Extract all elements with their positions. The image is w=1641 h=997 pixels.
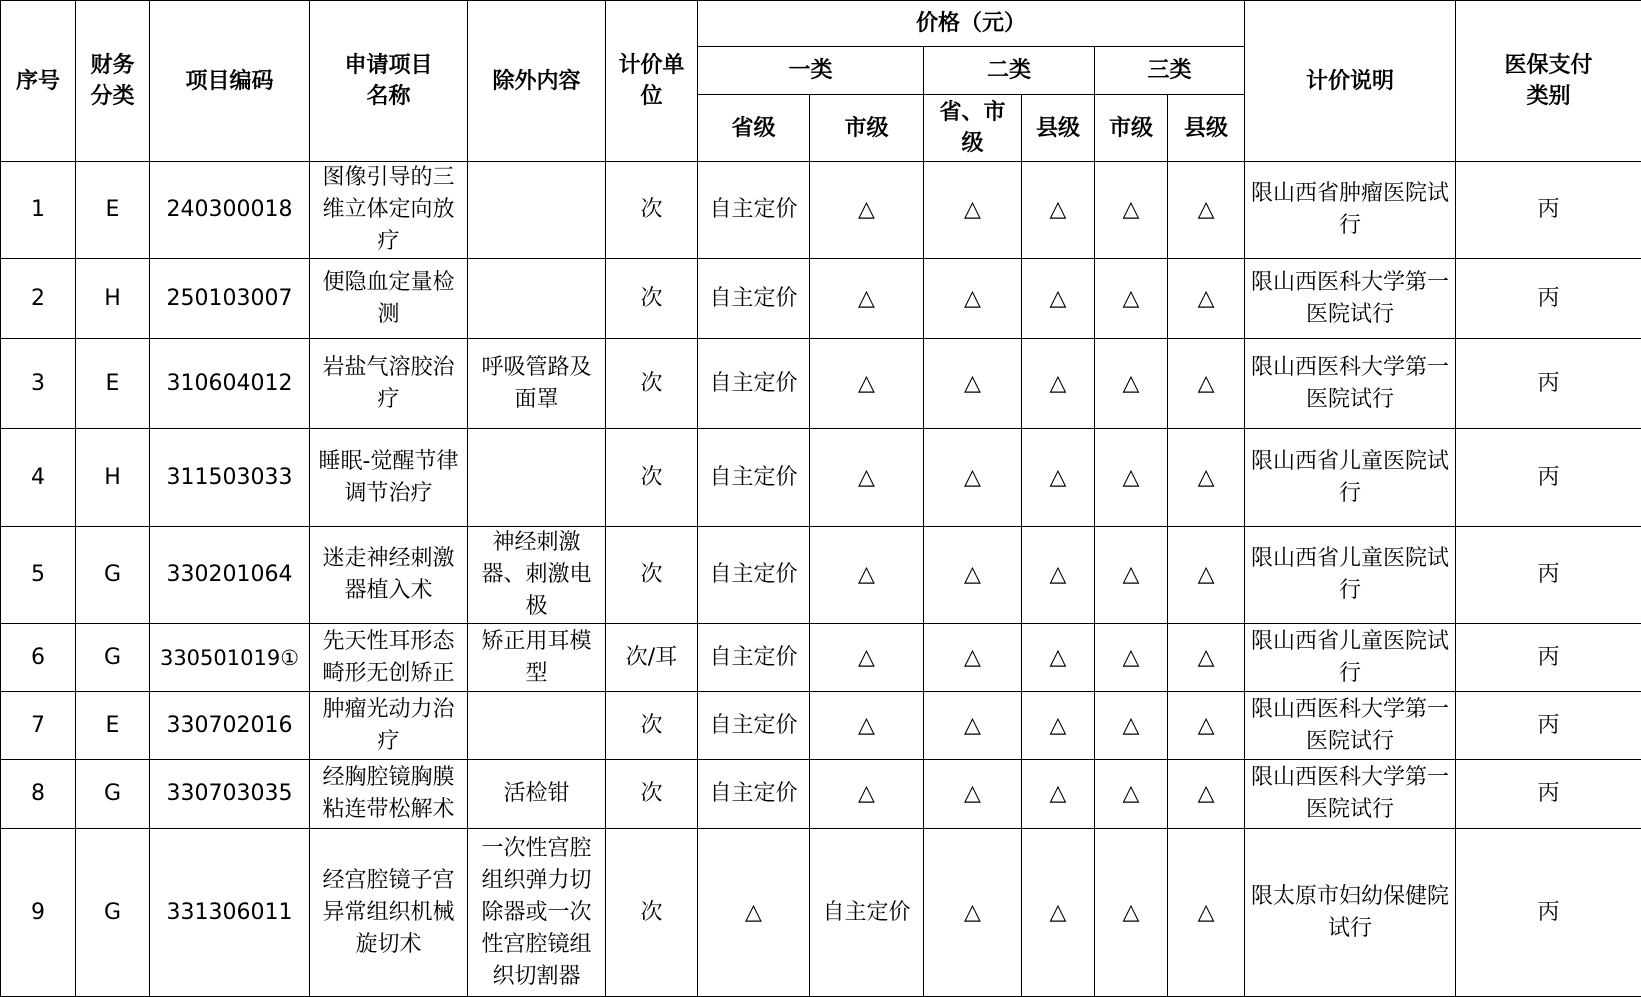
cell-finance: H — [76, 259, 150, 339]
cell-c1-province: 自主定价 — [698, 760, 810, 829]
cell-c3-city: △ — [1095, 259, 1168, 339]
cell-finance: G — [76, 760, 150, 829]
cell-insurance: 丙 — [1456, 692, 1641, 760]
cell-code: 330703035 — [150, 760, 310, 829]
cell-insurance: 丙 — [1456, 429, 1641, 527]
cell-seq: 4 — [1, 429, 76, 527]
cell-code: 240300018 — [150, 162, 310, 259]
cell-seq: 8 — [1, 760, 76, 829]
cell-c1-city: △ — [810, 624, 924, 692]
header-class2: 二类 — [924, 47, 1095, 95]
header-unit — [606, 1, 698, 162]
cell-note: 限山西医科大学第一医院试行 — [1245, 692, 1456, 760]
cell-c2-county: △ — [1022, 829, 1095, 997]
cell-seq: 1 — [1, 162, 76, 259]
cell-c2-county: △ — [1022, 760, 1095, 829]
cell-code: 330201064 — [150, 527, 310, 624]
table-row — [1, 760, 1641, 829]
cell-unit: 次 — [606, 829, 698, 997]
cell-c2-county: △ — [1022, 162, 1095, 259]
header-finance — [76, 1, 150, 162]
header-c2-prov-city-text: 省、市 级 — [928, 97, 1017, 159]
cell-c3-county: △ — [1168, 829, 1245, 997]
cell-c3-county: △ — [1168, 624, 1245, 692]
cell-unit: 次 — [606, 259, 698, 339]
cell-unit: 次 — [606, 692, 698, 760]
table-row — [1, 624, 1641, 692]
cell-name: 经胸腔镜胸膜粘连带松解术 — [310, 760, 468, 829]
header-insurance — [1456, 1, 1641, 162]
table-row — [1, 429, 1641, 527]
cell-c2-county: △ — [1022, 339, 1095, 429]
cell-excluded: 呼吸管路及面罩 — [468, 339, 606, 429]
cell-c1-city: △ — [810, 162, 924, 259]
cell-c2-prov-city: △ — [924, 429, 1022, 527]
cell-code: 330501019① — [150, 624, 310, 692]
table-row — [1, 692, 1641, 760]
cell-finance: E — [76, 162, 150, 259]
cell-c1-province: 自主定价 — [698, 162, 810, 259]
cell-excluded: 矫正用耳模型 — [468, 624, 606, 692]
cell-c1-province: 自主定价 — [698, 259, 810, 339]
cell-name: 岩盐气溶胶治疗 — [310, 339, 468, 429]
cell-insurance: 丙 — [1456, 527, 1641, 624]
cell-c2-prov-city: △ — [924, 527, 1022, 624]
cell-c3-city: △ — [1095, 760, 1168, 829]
cell-c2-prov-city: △ — [924, 162, 1022, 259]
header-c1-city: 市级 — [810, 95, 924, 162]
cell-insurance: 丙 — [1456, 259, 1641, 339]
cell-finance: G — [76, 527, 150, 624]
cell-excluded: 一次性宫腔组织弹力切除器或一次性宫腔镜组织切割器 — [468, 829, 606, 997]
cell-c3-city: △ — [1095, 527, 1168, 624]
header-insurance-text: 医保支付 类别 — [1460, 50, 1637, 112]
cell-note: 限太原市妇幼保健院试行 — [1245, 829, 1456, 997]
cell-c2-prov-city: △ — [924, 339, 1022, 429]
cell-code: 330702016 — [150, 692, 310, 760]
cell-c2-prov-city: △ — [924, 692, 1022, 760]
cell-seq: 5 — [1, 527, 76, 624]
cell-excluded — [468, 429, 606, 527]
cell-c1-city: 自主定价 — [810, 829, 924, 997]
cell-c3-county: △ — [1168, 692, 1245, 760]
cell-insurance: 丙 — [1456, 339, 1641, 429]
cell-insurance: 丙 — [1456, 829, 1641, 997]
table-row — [1, 259, 1641, 339]
header-c3-city: 市级 — [1095, 95, 1168, 162]
cell-note: 限山西医科大学第一医院试行 — [1245, 760, 1456, 829]
cell-unit: 次 — [606, 429, 698, 527]
cell-c3-city: △ — [1095, 429, 1168, 527]
cell-unit: 次/耳 — [606, 624, 698, 692]
cell-c1-province: 自主定价 — [698, 624, 810, 692]
cell-excluded: 活检钳 — [468, 760, 606, 829]
cell-c1-city: △ — [810, 339, 924, 429]
cell-c3-city: △ — [1095, 162, 1168, 259]
header-class3: 三类 — [1095, 47, 1245, 95]
cell-name: 睡眠-觉醒节律调节治疗 — [310, 429, 468, 527]
cell-note: 限山西省儿童医院试行 — [1245, 624, 1456, 692]
cell-name: 肿瘤光动力治疗 — [310, 692, 468, 760]
table-row — [1, 527, 1641, 624]
header-c2-county: 县级 — [1022, 95, 1095, 162]
cell-c3-city: △ — [1095, 624, 1168, 692]
header-unit-text: 计价单 位 — [610, 50, 693, 112]
cell-insurance: 丙 — [1456, 624, 1641, 692]
cell-code: 311503033 — [150, 429, 310, 527]
header-c1-province: 省级 — [698, 95, 810, 162]
cell-c1-city: △ — [810, 760, 924, 829]
cell-excluded — [468, 259, 606, 339]
header-price: 价格（元） — [698, 1, 1245, 47]
cell-c3-county: △ — [1168, 527, 1245, 624]
cell-c2-prov-city: △ — [924, 624, 1022, 692]
header-c2-prov-city — [924, 95, 1022, 162]
cell-c3-city: △ — [1095, 339, 1168, 429]
cell-c2-county: △ — [1022, 624, 1095, 692]
cell-c3-county: △ — [1168, 760, 1245, 829]
cell-seq: 6 — [1, 624, 76, 692]
cell-c2-county: △ — [1022, 259, 1095, 339]
header-name-text: 申请项目 名称 — [314, 50, 463, 112]
cell-c3-city: △ — [1095, 692, 1168, 760]
cell-c1-city: △ — [810, 259, 924, 339]
table-row — [1, 162, 1641, 259]
cell-excluded: 神经刺激器、刺激电极 — [468, 527, 606, 624]
cell-name: 经宫腔镜子宫异常组织机械旋切术 — [310, 829, 468, 997]
cell-code: 331306011 — [150, 829, 310, 997]
cell-insurance: 丙 — [1456, 162, 1641, 259]
cell-c2-county: △ — [1022, 692, 1095, 760]
cell-note: 限山西医科大学第一医院试行 — [1245, 259, 1456, 339]
cell-c1-province: 自主定价 — [698, 692, 810, 760]
cell-finance: G — [76, 829, 150, 997]
cell-unit: 次 — [606, 339, 698, 429]
cell-c3-city: △ — [1095, 829, 1168, 997]
header-name — [310, 1, 468, 162]
cell-c1-province: 自主定价 — [698, 339, 810, 429]
cell-c1-city: △ — [810, 692, 924, 760]
cell-c1-province: 自主定价 — [698, 429, 810, 527]
header-c3-county: 县级 — [1168, 95, 1245, 162]
header-note: 计价说明 — [1245, 1, 1456, 162]
cell-c2-prov-city: △ — [924, 829, 1022, 997]
cell-c2-county: △ — [1022, 527, 1095, 624]
cell-finance: E — [76, 339, 150, 429]
header-excluded: 除外内容 — [468, 1, 606, 162]
cell-finance: H — [76, 429, 150, 527]
cell-seq: 9 — [1, 829, 76, 997]
cell-finance: G — [76, 624, 150, 692]
cell-note: 限山西医科大学第一医院试行 — [1245, 339, 1456, 429]
cell-c3-county: △ — [1168, 429, 1245, 527]
cell-c1-province: 自主定价 — [698, 527, 810, 624]
cell-name: 便隐血定量检测 — [310, 259, 468, 339]
cell-name: 迷走神经刺激器植入术 — [310, 527, 468, 624]
cell-c1-city: △ — [810, 527, 924, 624]
cell-name: 图像引导的三维立体定向放疗 — [310, 162, 468, 259]
cell-seq: 7 — [1, 692, 76, 760]
cell-note: 限山西省儿童医院试行 — [1245, 429, 1456, 527]
cell-unit: 次 — [606, 760, 698, 829]
cell-unit: 次 — [606, 527, 698, 624]
header-finance-text: 财务 分类 — [80, 50, 145, 112]
header-code: 项目编码 — [150, 1, 310, 162]
header-class1: 一类 — [698, 47, 924, 95]
cell-c2-prov-city: △ — [924, 259, 1022, 339]
cell-finance: E — [76, 692, 150, 760]
cell-note: 限山西省儿童医院试行 — [1245, 527, 1456, 624]
cell-unit: 次 — [606, 162, 698, 259]
cell-insurance: 丙 — [1456, 760, 1641, 829]
cell-seq: 2 — [1, 259, 76, 339]
cell-c1-province: △ — [698, 829, 810, 997]
table-row — [1, 339, 1641, 429]
cell-excluded — [468, 162, 606, 259]
cell-c3-county: △ — [1168, 162, 1245, 259]
cell-c1-city: △ — [810, 429, 924, 527]
header-seq: 序号 — [1, 1, 76, 162]
cell-name: 先天性耳形态畸形无创矫正 — [310, 624, 468, 692]
cell-c3-county: △ — [1168, 259, 1245, 339]
cell-seq: 3 — [1, 339, 76, 429]
table-row — [1, 829, 1641, 997]
cell-c3-county: △ — [1168, 339, 1245, 429]
cell-c2-county: △ — [1022, 429, 1095, 527]
cell-code: 250103007 — [150, 259, 310, 339]
cell-excluded — [468, 692, 606, 760]
cell-c2-prov-city: △ — [924, 760, 1022, 829]
cell-note: 限山西省肿瘤医院试行 — [1245, 162, 1456, 259]
cell-code: 310604012 — [150, 339, 310, 429]
